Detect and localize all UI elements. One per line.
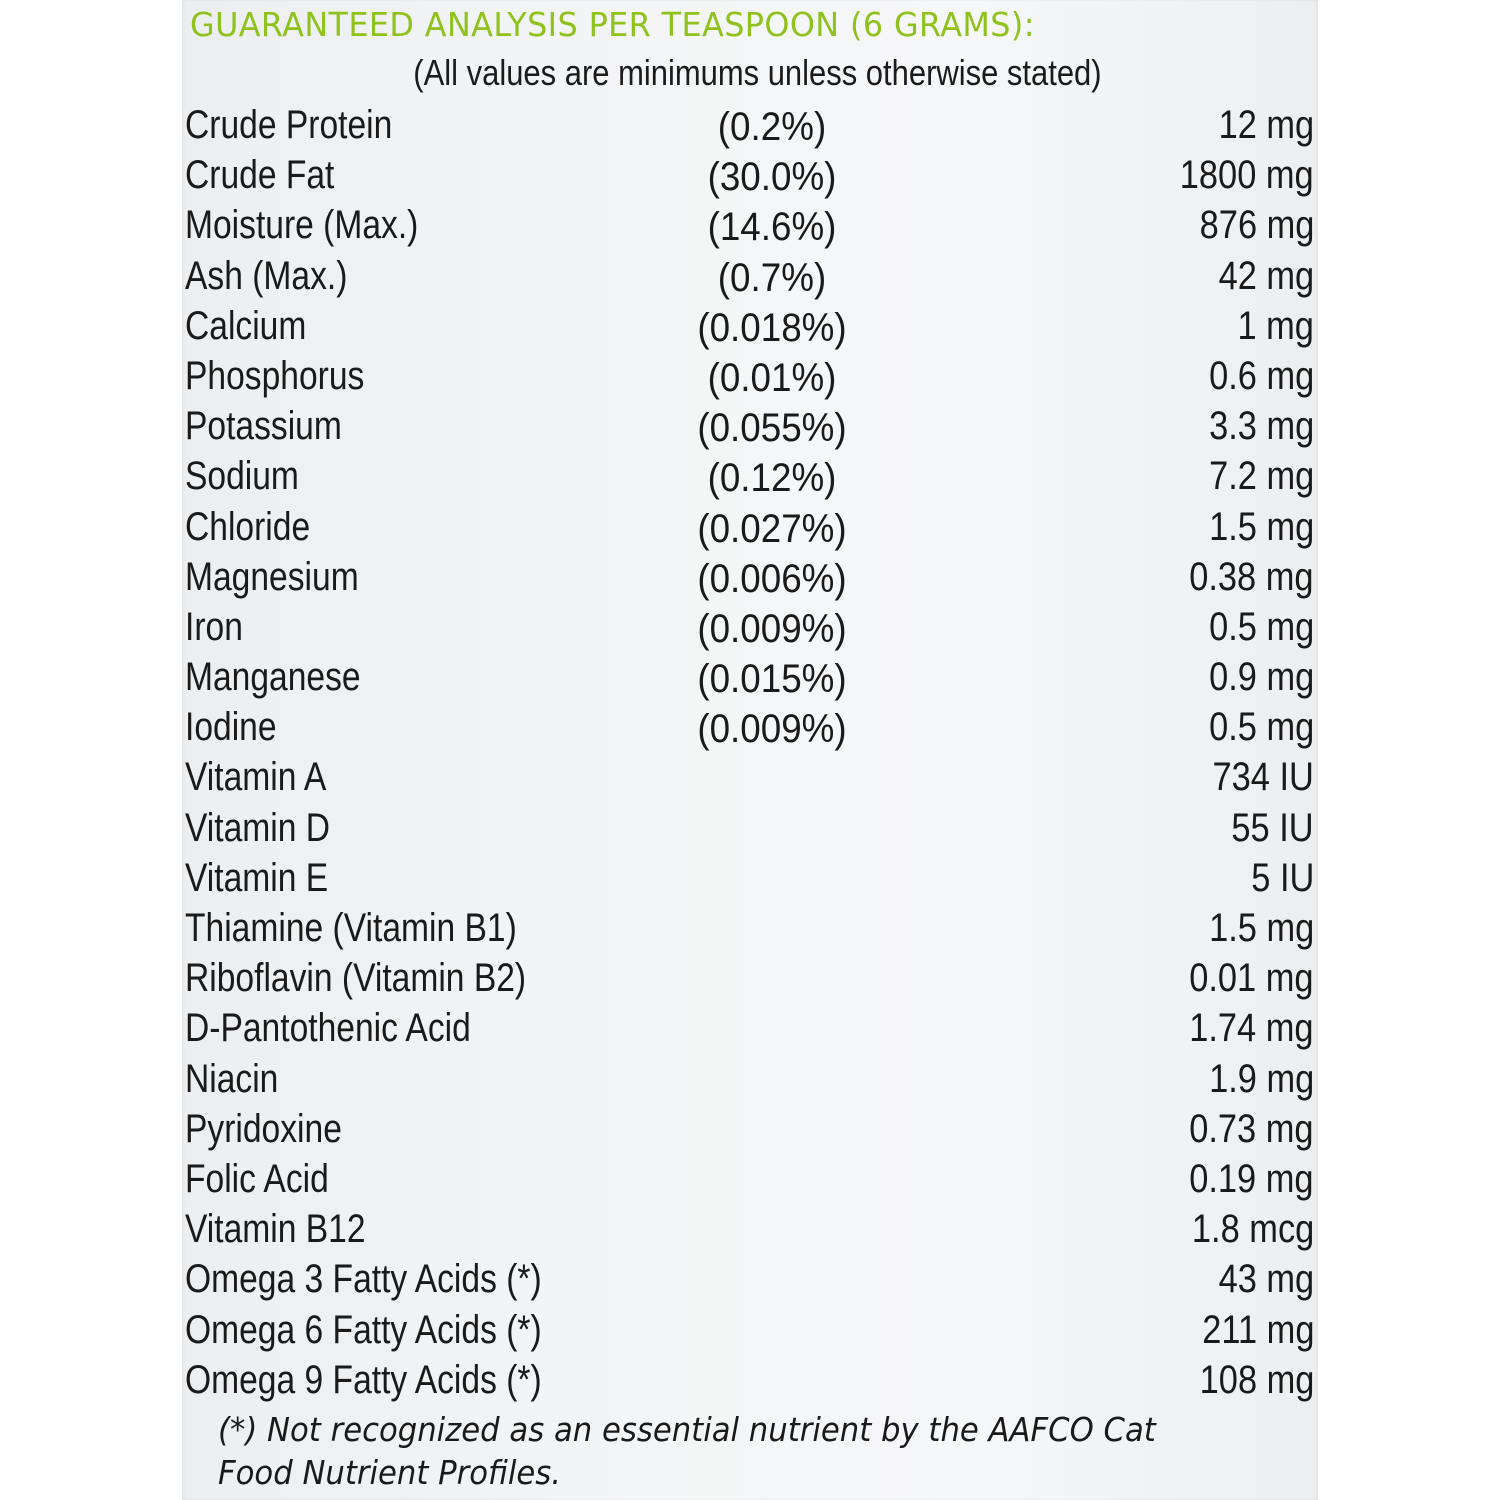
nutrient-row xyxy=(182,1054,1318,1104)
label-subheading: (All values are minimums unless otherwise stated) xyxy=(413,52,1102,93)
nutrient-row xyxy=(182,953,1318,1003)
nutrient-amount: 0.73 mg xyxy=(1189,1106,1314,1151)
nutrient-row xyxy=(182,502,1318,552)
nutrient-row xyxy=(182,1254,1318,1304)
nutrient-name: Sodium xyxy=(185,454,299,499)
nutrient-percent: (0.12%) xyxy=(707,456,837,501)
nutrient-name: Vitamin D xyxy=(185,805,331,850)
nutrient-row xyxy=(182,150,1318,200)
nutrient-name: Niacin xyxy=(185,1056,279,1101)
nutrient-amount: 876 mg xyxy=(1199,203,1314,248)
nutrient-name: Iron xyxy=(185,604,243,649)
nutrient-percent: (0.055%) xyxy=(697,406,847,451)
nutrient-name: Omega 3 Fatty Acids (*) xyxy=(185,1257,542,1302)
nutrient-amount: 0.01 mg xyxy=(1189,956,1314,1001)
nutrient-amount: 1 mg xyxy=(1237,303,1314,348)
nutrient-name: Manganese xyxy=(185,655,361,700)
nutrient-amount: 0.5 mg xyxy=(1208,604,1314,649)
nutrient-row xyxy=(182,1003,1318,1053)
nutrient-amount: 7.2 mg xyxy=(1208,454,1314,499)
nutrient-row xyxy=(182,903,1318,953)
nutrient-row xyxy=(182,451,1318,501)
nutrient-percent: (0.7%) xyxy=(717,255,827,300)
nutrient-percent: (30.0%) xyxy=(707,155,837,200)
footnote-line-1: (*) Not recognized as an essential nutrient by the AAFCO Cat xyxy=(218,1410,1156,1449)
nutrient-row xyxy=(182,1204,1318,1254)
nutrient-amount: 108 mg xyxy=(1199,1357,1314,1402)
nutrient-name: Crude Fat xyxy=(185,153,335,198)
nutrient-percent: (0.009%) xyxy=(697,606,847,651)
nutrient-amount: 1.8 mcg xyxy=(1191,1207,1314,1252)
label-heading: GUARANTEED ANALYSIS PER TEASPOON (6 GRAMS): xyxy=(190,5,1035,44)
nutrient-amount: 5 IU xyxy=(1250,855,1314,900)
nutrient-row xyxy=(182,803,1318,853)
nutrient-amount: 1.74 mg xyxy=(1189,1006,1314,1051)
nutrient-row xyxy=(182,602,1318,652)
nutrient-row xyxy=(182,702,1318,752)
footnote-line-2: Food Nutrient Profiles. xyxy=(218,1453,562,1492)
nutrient-amount: 1.9 mg xyxy=(1208,1056,1314,1101)
nutrient-row xyxy=(182,351,1318,401)
nutrient-name: Pyridoxine xyxy=(185,1106,342,1151)
nutrient-row xyxy=(182,401,1318,451)
nutrient-percent: (14.6%) xyxy=(707,205,837,250)
nutrient-name: Chloride xyxy=(185,504,311,549)
nutrient-name: Magnesium xyxy=(185,554,359,599)
nutrient-percent: (0.018%) xyxy=(697,305,847,350)
nutrient-amount: 55 IU xyxy=(1231,805,1314,850)
nutrient-amount: 1.5 mg xyxy=(1208,504,1314,549)
nutrient-row xyxy=(182,1355,1318,1405)
nutrient-percent: (0.006%) xyxy=(697,556,847,601)
nutrient-row xyxy=(182,752,1318,802)
nutrient-percent: (0.027%) xyxy=(697,506,847,551)
nutrient-amount: 0.38 mg xyxy=(1189,554,1314,599)
guaranteed-analysis-label xyxy=(182,0,1318,1500)
nutrient-name: Calcium xyxy=(185,303,307,348)
nutrient-name: Vitamin A xyxy=(185,755,327,800)
nutrient-row xyxy=(182,251,1318,301)
nutrient-amount: 3.3 mg xyxy=(1208,404,1314,449)
nutrient-row xyxy=(182,652,1318,702)
nutrient-name: Thiamine (Vitamin B1) xyxy=(185,906,517,950)
nutrient-row xyxy=(182,301,1318,351)
nutrient-name: Folic Acid xyxy=(185,1156,329,1201)
nutrient-name: Iodine xyxy=(185,705,277,750)
nutrient-name: Vitamin B12 xyxy=(185,1207,366,1252)
nutrient-percent: (0.015%) xyxy=(697,657,847,702)
nutrient-percent: (0.01%) xyxy=(707,355,837,400)
nutrient-name: Ash (Max.) xyxy=(185,253,348,298)
nutrient-amount: 43 mg xyxy=(1218,1257,1314,1302)
nutrient-amount: 0.5 mg xyxy=(1208,705,1314,750)
nutrient-row xyxy=(182,1104,1318,1154)
nutrient-name: Omega 6 Fatty Acids (*) xyxy=(185,1307,542,1352)
nutrient-amount: 1.5 mg xyxy=(1208,906,1314,950)
nutrient-amount: 211 mg xyxy=(1201,1307,1314,1352)
nutrient-percent: (0.2%) xyxy=(717,105,827,149)
nutrient-amount: 1800 mg xyxy=(1180,153,1314,198)
nutrient-table xyxy=(182,100,1318,1405)
nutrient-row xyxy=(182,100,1318,150)
nutrient-amount: 0.6 mg xyxy=(1208,353,1314,398)
nutrient-name: D-Pantothenic Acid xyxy=(185,1006,471,1051)
nutrient-name: Crude Protein xyxy=(185,103,393,147)
nutrient-amount: 0.9 mg xyxy=(1208,655,1314,700)
nutrient-percent: (0.009%) xyxy=(697,707,847,752)
nutrient-name: Moisture (Max.) xyxy=(185,203,419,248)
nutrient-row xyxy=(182,853,1318,903)
nutrient-row xyxy=(182,1154,1318,1204)
nutrient-amount: 734 IU xyxy=(1212,755,1314,800)
nutrient-name: Potassium xyxy=(185,404,342,449)
nutrient-amount: 42 mg xyxy=(1218,253,1314,298)
nutrient-name: Vitamin E xyxy=(185,855,329,900)
nutrient-name: Phosphorus xyxy=(185,353,365,398)
nutrient-name: Omega 9 Fatty Acids (*) xyxy=(185,1357,542,1402)
nutrient-amount: 0.19 mg xyxy=(1189,1156,1314,1201)
nutrient-row xyxy=(182,552,1318,602)
nutrient-row xyxy=(182,200,1318,250)
aafco-footnote xyxy=(218,1408,1241,1494)
nutrient-amount: 12 mg xyxy=(1218,103,1314,147)
nutrient-row xyxy=(182,1305,1318,1355)
nutrient-name: Riboflavin (Vitamin B2) xyxy=(185,956,527,1001)
